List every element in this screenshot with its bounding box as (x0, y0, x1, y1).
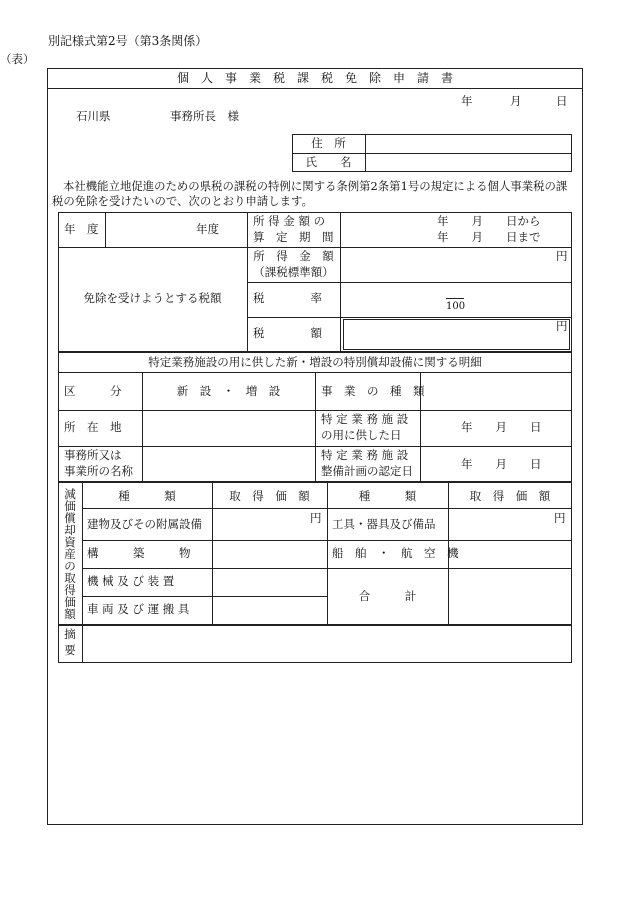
form-reference: 別記様式第2号（第3条関係） (48, 34, 208, 48)
applicant-divider (292, 153, 572, 154)
assets-total-label: 合 計 (358, 589, 417, 603)
income-label-2: （課税標準額） (253, 265, 334, 279)
addressee-office: 事務所長 様 (170, 109, 239, 123)
assets-row-2 (82, 568, 572, 569)
assets-row-3b (212, 596, 327, 597)
period-label-2: 算 定 期 間 (253, 230, 334, 244)
kubun-value: 新 設 ・ 増 設 (176, 384, 281, 398)
assets-row-3 (82, 596, 212, 597)
asset-vehicles: 車 両 及 び 運 搬 具 (87, 602, 190, 616)
used-date-ymd: 年 月 日 (461, 420, 542, 434)
statement-line-1: 本社機能立地促進のための県税の課税の特例に関する条例第2条第1号の規定による個人事業税の課 (63, 179, 568, 193)
tax-row-3 (247, 317, 572, 318)
remarks-box[interactable] (58, 625, 572, 663)
form-side-label: （表） (0, 52, 35, 66)
asset-buildings: 建物及びその附属設備 (87, 517, 202, 531)
assets-side-label-char: 産 (64, 547, 76, 561)
assets-side-label-char: 得 (64, 583, 76, 597)
rate-denominator: 100 (446, 301, 466, 312)
assets-kind-header-right: 種 類 (358, 489, 417, 503)
facility-col-2 (315, 372, 316, 482)
assets-side-label-char: 償 (64, 511, 76, 525)
plan-date-label-2: 整備計画の認定日 (321, 464, 413, 478)
nendo-label: 年 度 (64, 222, 99, 236)
assets-yen-right: 円 (554, 511, 566, 525)
asset-ships-aircraft: 船 舶 ・ 航 空 機 (332, 546, 459, 560)
assets-side-label-char: 額 (64, 607, 76, 621)
remarks-label-char: 摘 (64, 627, 76, 641)
name-label: 氏 名 (305, 155, 352, 169)
kubun-label: 区 分 (64, 384, 122, 398)
tax-amount-inner-box[interactable] (343, 319, 570, 350)
title-divider (47, 88, 583, 89)
income-yen: 円 (556, 249, 568, 263)
nendo-unit: 年度 (196, 222, 219, 236)
assets-yen-left: 円 (310, 511, 322, 525)
office-name-label-2: 事業所の名称 (64, 464, 133, 478)
plan-date-ymd: 年 月 日 (461, 457, 542, 471)
business-type-label: 事 業 の 種 類 (321, 384, 425, 398)
assets-price-header-left: 取 得 価 額 (229, 489, 310, 503)
assets-side-label-char: の (64, 559, 76, 573)
addressee-prefecture: 石川県 (76, 109, 111, 123)
assets-row-1 (82, 540, 572, 541)
assets-price-header-right: 取 得 価 額 (469, 489, 551, 503)
form-title: 個 人 事 業 税 課 税 免 除 申 請 書 (176, 71, 453, 85)
assets-col-2 (327, 482, 328, 625)
tax-row-1 (58, 247, 572, 248)
plan-date-label-1: 特 定 業 務 施 設 (321, 448, 409, 462)
date-year-label: 年 (461, 94, 473, 108)
facility-heading: 特定業務施設の用に供した新・増設の特別償却設備に関する明細 (148, 355, 482, 369)
remarks-label-char: 要 (64, 643, 76, 657)
assets-col-1 (212, 482, 213, 625)
date-day-label: 日 (556, 94, 568, 108)
tax-amount-label: 税 額 (253, 326, 322, 340)
assets-side-label-char: 減 (64, 487, 76, 501)
rate-label: 税 率 (253, 291, 322, 305)
location-label: 所 在 地 (64, 420, 122, 434)
period-to: 年 月 日まで (437, 230, 541, 244)
date-month-label: 月 (510, 94, 522, 108)
assets-side-label-char: 価 (64, 595, 76, 609)
asset-machinery: 機 械 及 び 装 置 (87, 574, 175, 588)
tax-row-2 (247, 282, 572, 283)
assets-side-label-char: 取 (64, 571, 76, 585)
tax-amount-yen: 円 (556, 319, 568, 333)
statement-line-2: 税の免除を受けたいので、次のとおり申請します。 (52, 194, 313, 208)
period-label-1: 所 得 金 額 の (253, 214, 326, 228)
used-date-label-2: の用に供した日 (321, 428, 402, 442)
assets-side-label-char: 資 (64, 535, 76, 549)
assets-side-label-char: 却 (64, 523, 76, 537)
applicant-col-divider (365, 134, 366, 172)
assets-kind-header-left: 種 類 (118, 489, 176, 503)
nendo-col (105, 212, 106, 247)
assets-side-label-char: 価 (64, 499, 76, 513)
asset-structures: 構 築 物 (87, 546, 191, 560)
assets-header-row (82, 508, 572, 509)
rate-fraction-bar (446, 298, 464, 299)
used-date-label-1: 特 定 業 務 施 設 (321, 412, 409, 426)
income-label-1: 所 得 金 額 (253, 249, 334, 263)
asset-tools: 工具・器具及び備品 (332, 517, 436, 531)
address-label: 住 所 (311, 136, 346, 150)
office-name-label-1: 事務所又は (64, 448, 122, 462)
period-from: 年 月 日から (437, 214, 541, 228)
exempt-tax-label: 免除を受けようとする税額 (83, 291, 222, 305)
